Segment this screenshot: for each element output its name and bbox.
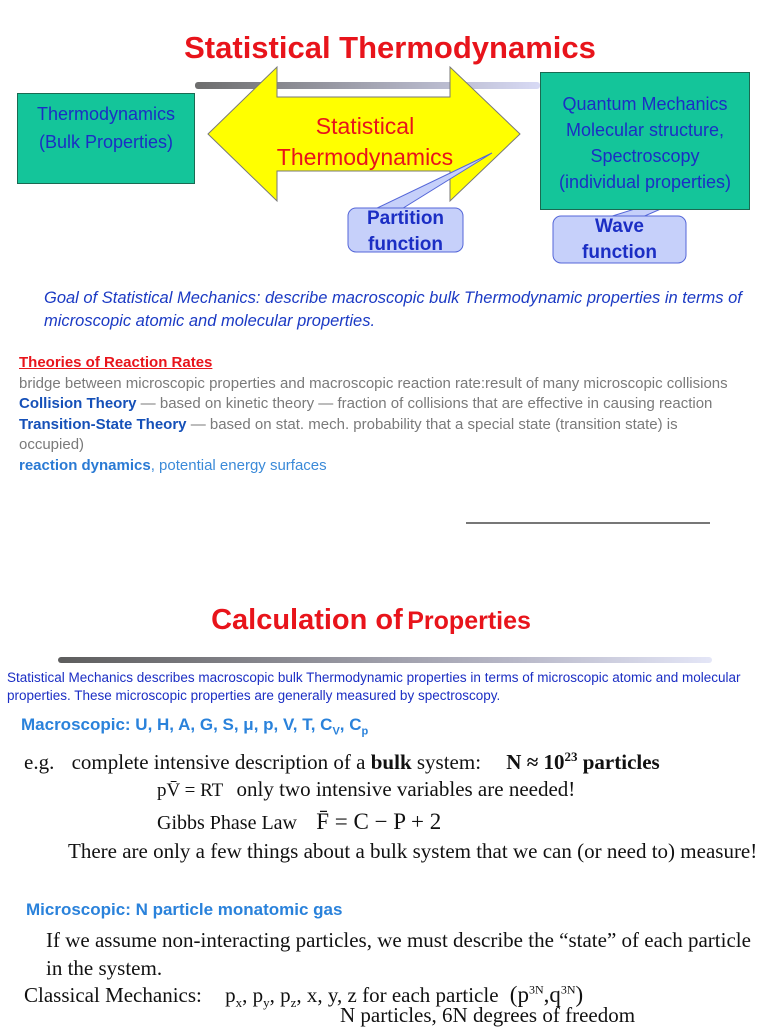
tst-desc: — based on stat. mech. probability that a special state (transition state) is occupied) [19,415,678,453]
collision-theory-item [19,394,739,415]
right-box-line2: Molecular structure, [565,120,725,140]
paren-open: (p [509,982,529,1007]
thermodynamics-box [17,93,195,184]
slide2-title-part1: Calculation of [211,604,403,636]
eg-n-expr: N ≈ 10 [506,750,565,774]
degrees-text: N particles, 6N degrees of freedom [340,1003,636,1027]
arrow-label-line1: Statistical [315,113,415,139]
eg-bulk: bulk [370,750,412,774]
partition-line2: function [368,234,443,255]
slide1-bottom-divider [466,522,710,524]
partition-function-callout [348,206,463,258]
slide2-title-part2: Properties [407,607,531,635]
macroscopic-sep: , C [339,715,362,734]
eg-particles: particles [577,750,660,774]
right-box-line3: Spectroscopy [590,146,700,166]
classical-vars: $p_x$, $p_y$, $p_z$ [225,983,297,1011]
cp-subscript: p [361,725,369,738]
slide2-intro: Statistical Mechanics describes macroscopic bulk Thermodynamic properties in terms of microscopic atomic and molecular properties. These microscopic properties are generally measured by spectroscopy. [7,670,741,703]
exp1: 3N [528,982,544,997]
microscopic-label: Microscopic: N particle monatomic gas [26,900,343,919]
slide2-title-bar [58,657,712,665]
tst-term: Transition-State Theory [19,415,187,433]
eg-text2: system: [411,750,482,774]
gibbs-line [157,809,441,835]
right-box-line1: Quantum Mechanics [562,94,728,114]
eq1-line [157,777,575,802]
macroscopic-label [21,715,368,737]
assume-text: If we assume non-interacting particles, we must describe the “state” of each particle in the system. [46,928,751,980]
goal-statement: Goal of Statistical Mechanics: describe macroscopic bulk Thermodynamic properties in terms of microscopic atomic and molecular properties. [44,289,742,330]
few-things-text: There are only a few things about a bulk system that we can (or need to) measure! [68,839,758,863]
dynamics-term: reaction dynamics [19,456,151,474]
arrow-label-line2: Thermodynamics [276,144,454,170]
quantum-mechanics-box [540,72,750,210]
title-bar [195,82,540,89]
collision-theory-desc: — based on kinetic theory — fraction of collisions that are effective in causing reaction [136,395,713,412]
cv-subscript: V [332,725,340,738]
eg-line [24,749,660,775]
tst-item [19,415,739,456]
exp2: 3N [560,982,576,997]
theories-bridge: bridge between microscopic properties and macroscopic reaction rate:result of many microscopic collisions [19,374,728,392]
eg-text: complete intensive description of a [71,750,371,774]
gibbs-equation: F̄ = C − P + 2 [316,809,442,834]
eq1-text: only two intensive variables are needed! [236,777,576,801]
wave-line1: Wave [595,216,644,237]
slide1-title: Statistical Thermodynamics [184,30,596,65]
theories-section [19,353,739,476]
gibbs-label: Gibbs Phase Law [157,812,297,834]
eg-prefix: e.g. [24,750,55,774]
macroscopic-text: Macroscopic: U, H, A, G, S, μ, p, V, T, C [21,715,333,734]
arrow-label [250,111,480,173]
theories-heading: Theories of Reaction Rates [19,354,213,371]
paren-close: ) [575,982,584,1007]
left-box-line2: (Bulk Properties) [38,132,174,152]
partition-line1: Partition [366,208,445,229]
wave-function-callout [553,214,686,266]
paren-mid: ,q [543,982,561,1007]
classical-label: Classical Mechanics: [24,983,202,1007]
dynamics-desc: , potential energy surfaces [150,456,327,474]
classical-rest: , x, y, z for each particle [296,983,499,1007]
wave-line2: function [582,242,657,263]
eg-n-exponent: 23 [564,749,578,764]
eq1-lhs: pV̄ = RT [157,780,224,801]
dynamics-item [19,456,739,477]
collision-theory-term: Collision Theory [19,395,137,412]
slide2-title [0,604,742,637]
left-box-line1: Thermodynamics [36,104,176,124]
right-box-line4: (individual properties) [558,172,732,192]
